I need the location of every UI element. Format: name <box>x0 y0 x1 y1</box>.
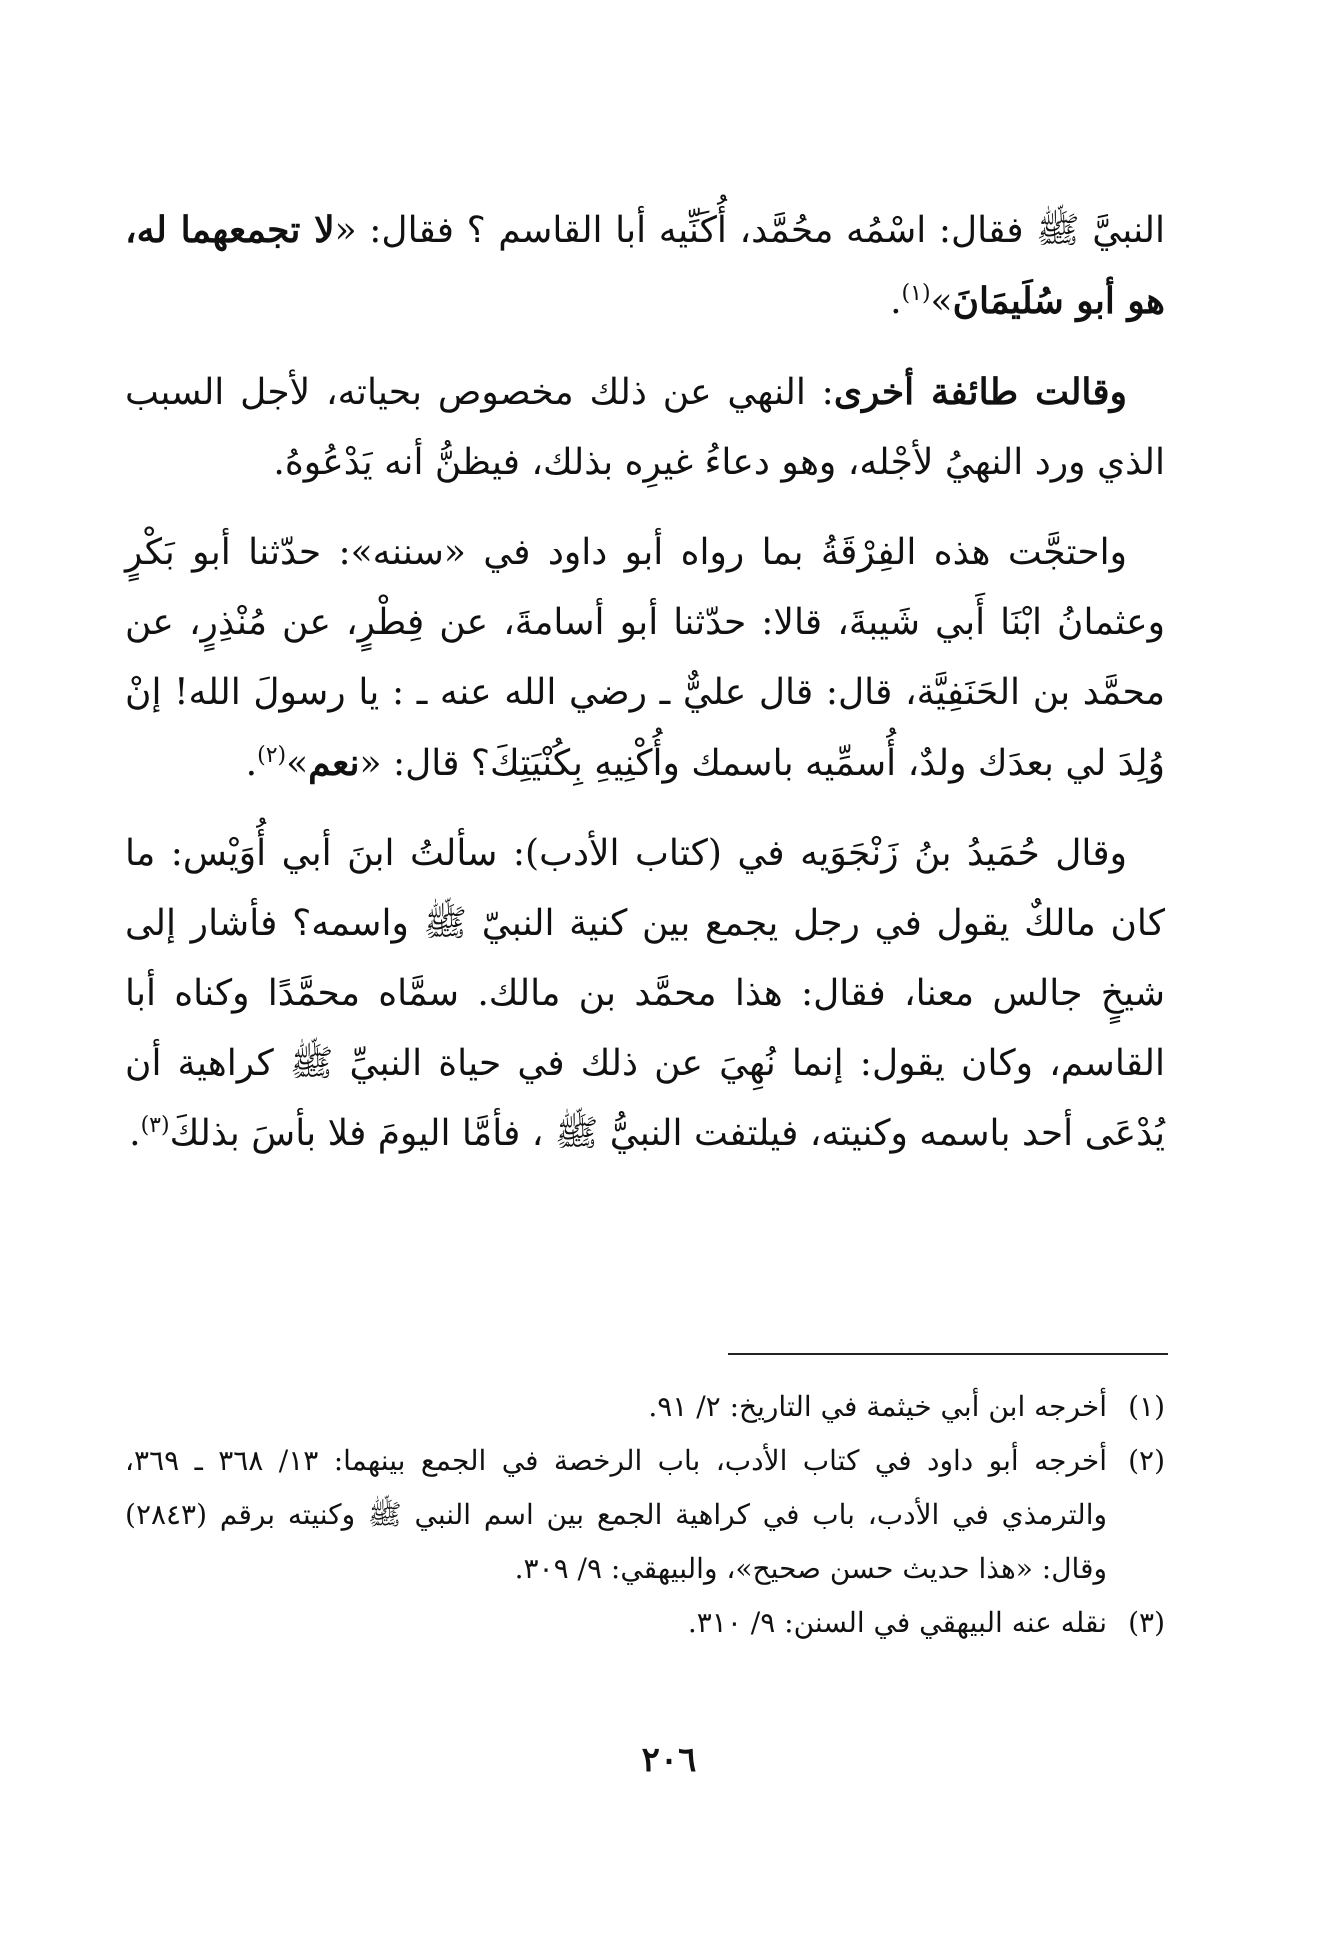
paragraph-2-lead: وقالت طائفة أخرى <box>833 371 1127 413</box>
footnote-number: (٢) <box>1128 1444 1165 1477</box>
hadith-quote-1: لا تجمعهما له، هو أبو سُلَيمَانَ <box>125 209 1165 322</box>
footnote-text: أخرجه ابن أبي خيثمة في التاريخ: ٢/ ٩١. <box>648 1390 1107 1423</box>
footnotes <box>125 1380 1165 1650</box>
footnote-ref-2[interactable]: (٢) <box>257 743 287 768</box>
paragraph-1-end: . <box>890 281 902 322</box>
footnote-3 <box>125 1596 1165 1650</box>
paragraph-4-text: وقال حُمَيدُ بنُ زَنْجَوَيه في (كتاب الأدب): سألتُ ابنَ أبي أُوَيْس: ما كان مالكٌ يقول في رجل يجمع بين كنية النبيّ ﷺ واسمه؟ فأشار إلى شيخٍ جالس معنا، فقال: هذا محمَّد بن مالك. سمَّاه محمَّدًا وكناه أبا القاسم، وكان يقول: إنما نُهِيَ عن ذلك في حياة النبيِّ ﷺ كراهية أن يُدْعَى أحد باسمه وكنيته، فيلتفت النبيُّ ﷺ ، فأمَّا اليومَ فلا بأسَ بذلكَ <box>125 833 1165 1154</box>
hadith-quote-2: نعم <box>308 742 360 784</box>
paragraph-4 <box>125 819 1165 1169</box>
paragraph-3-text: واحتجَّت هذه الفِرْقَةُ بما رواه أبو داود في «سننه»: حدّثنا أبو بَكْرٍ وعثمانُ ابْنَا أَبي شَيبةَ، قالا: حدّثنا أبو أسامةَ، عن فِطْرٍ، عن مُنْذِرٍ، عن محمَّد بن الحَنَفِيَّة، قال: قال عليٌّ ـ رضي الله عنه ـ : يا رسولَ الله! إنْ وُلِدَ لي بعدَك ولدٌ، أُسمِّيه باسمك وأُكْنِيهِ بِكُنْيَتِكَ؟ قال: « <box>125 532 1165 784</box>
page-number: ٢٠٦ <box>641 1740 697 1780</box>
paragraph-1-text: النبيَّ ﷺ فقال: اسْمُه محُمَّد، أُكَنِّيه أبا القاسم ؟ فقال: « <box>334 210 1165 251</box>
footnote-text: نقله عنه البيهقي في السنن: ٩/ ٣١٠. <box>687 1606 1107 1639</box>
quote-close-2: » <box>286 743 309 784</box>
footnote-separator <box>728 1353 1168 1355</box>
quote-close-1: » <box>930 281 953 322</box>
paragraph-3-end: . <box>245 743 258 784</box>
footnote-text: أخرجه أبو داود في كتاب الأدب، باب الرخصة في الجمع بينهما: ١٣/ ٣٦٨ ـ ٣٦٩، والترمذي في الأدب، باب في كراهية الجمع بين اسم النبي ﷺ وكنيته برقم (٢٨٤٣) وقال: «هذا حديث حسن صحيح»، والبيهقي: ٩/ ٣٠٩. <box>125 1444 1107 1585</box>
paragraph-2-text: : النهي عن ذلك مخصوص بحياته، لأجل السبب الذي ورد النهيُ لأجْله، وهو دعاءُ غيرِه بذلك، فيظنُّ أنه يَدْعُوهُ. <box>125 372 1165 483</box>
paragraph-2 <box>125 357 1165 498</box>
main-text <box>125 195 1165 1189</box>
footnote-ref-3[interactable]: (٣) <box>140 1113 170 1138</box>
paragraph-1 <box>125 195 1165 337</box>
footnote-number: (٣) <box>1128 1606 1165 1639</box>
footnote-1 <box>125 1380 1165 1434</box>
paragraph-3 <box>125 518 1165 799</box>
paragraph-4-end: . <box>129 1113 141 1154</box>
footnote-2 <box>125 1434 1165 1596</box>
footnote-ref-1[interactable]: (١) <box>901 281 931 306</box>
footnote-number: (١) <box>1128 1390 1165 1423</box>
